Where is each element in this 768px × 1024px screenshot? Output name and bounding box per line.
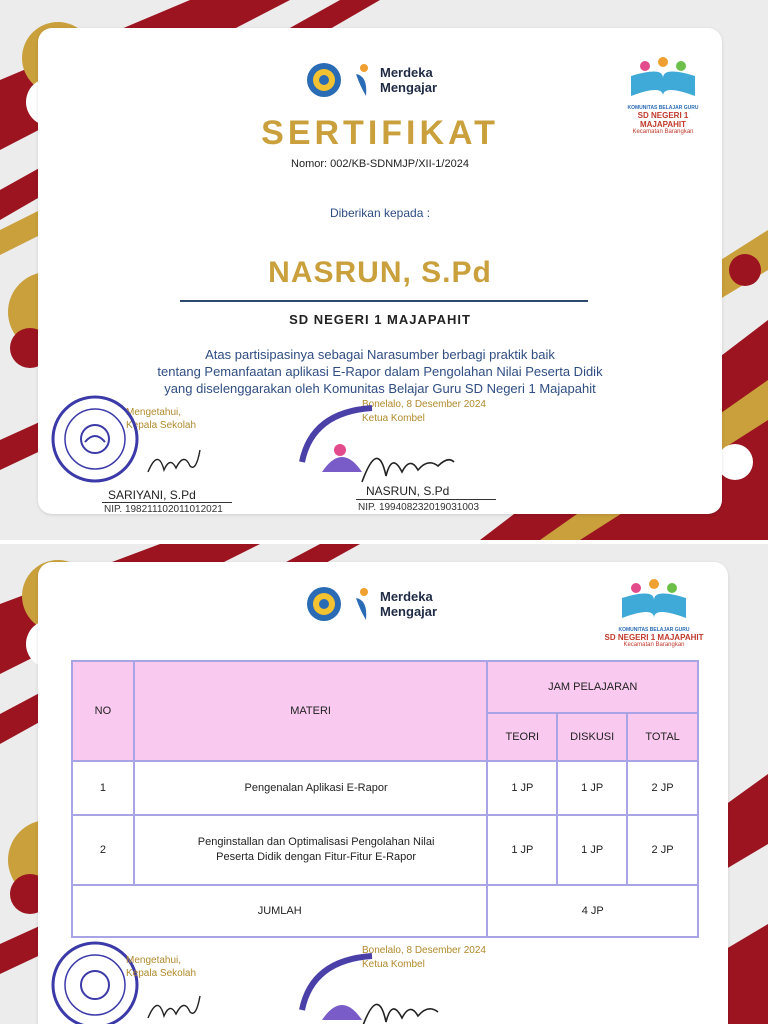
merdeka-mengajar-icon [352, 586, 374, 622]
right-role-2: Ketua Kombel [362, 959, 425, 970]
row-no: 2 [72, 815, 134, 885]
community-book-icon [614, 578, 694, 622]
row-total: 2 JP [627, 761, 698, 815]
community-line2: SD NEGERI 1 MAJAPAHIT [604, 633, 704, 642]
description-line-2: tentang Pemanfaatan aplikasi E-Rapor dalam Pengolahan Nilai Peserta Didik [157, 364, 603, 379]
school-stamp-icon-2 [50, 940, 140, 1024]
left-acknowledged: Mengetahui, [126, 407, 182, 418]
left-signer-name: SARIYANI, S.Pd [108, 488, 196, 502]
brand-line1: Merdeka [380, 589, 433, 604]
recipient-name: NASRUN, S.Pd [268, 256, 492, 289]
row-teori: 1 JP [487, 815, 557, 885]
left-acknowledged-2: Mengetahui, [126, 955, 182, 966]
header-diskusi: DISKUSI [557, 713, 627, 761]
row-materi [134, 815, 488, 885]
certificate-number: Nomor: 002/KB-SDNMJP/XII-1/2024 [291, 158, 469, 170]
community-book-icon [623, 56, 703, 100]
brand-line2: Mengajar [380, 604, 438, 619]
right-signature-icon-2 [358, 978, 458, 1024]
left-sign-line [102, 502, 232, 503]
merdeka-mengajar-logo [306, 62, 437, 98]
community-line1: KOMUNITAS BELAJAR GURU [627, 105, 699, 111]
left-signer-nip: NIP. 198211102011012021 [104, 504, 223, 515]
footer-value: 4 JP [487, 885, 698, 937]
tut-wuri-handayani-icon [306, 62, 346, 98]
material-page [0, 544, 768, 1024]
row-no: 1 [72, 761, 134, 815]
row-materi-line1: Penginstallan dan Optimalisasi Pengolahan Nilai [197, 836, 435, 848]
table-footer-row [72, 885, 698, 937]
certificate-card [38, 28, 722, 514]
row-materi-line2: Peserta Didik dengan Fitur-Fitur E-Rapor [216, 851, 417, 863]
row-diskusi: 1 JP [557, 815, 627, 885]
community-logo-2 [604, 578, 704, 648]
row-total: 2 JP [627, 815, 698, 885]
table-row [72, 815, 698, 885]
left-signature-heading-2 [126, 954, 196, 980]
left-signature-icon-2 [144, 988, 204, 1024]
brand-name [380, 65, 437, 95]
brand-name-2 [380, 589, 437, 619]
material-table [71, 660, 699, 938]
left-signature-icon [144, 442, 204, 482]
header-total: TOTAL [627, 713, 698, 761]
brand-line1: Merdeka [380, 65, 433, 80]
description-line-3: yang diselenggarakan oleh Komunitas Belajar Guru SD Negeri 1 Majapahit [164, 381, 596, 396]
merdeka-mengajar-logo-2 [306, 586, 437, 622]
table-row [72, 761, 698, 815]
name-underline [180, 300, 588, 302]
given-to-label: Diberikan kepada : [329, 206, 431, 220]
recipient-school: SD NEGERI 1 MAJAPAHIT [289, 312, 471, 327]
row-materi [134, 761, 488, 815]
right-role: Ketua Kombel [362, 413, 425, 424]
community-line1: KOMUNITAS BELAJAR GURU [618, 627, 690, 633]
row-materi-line1: Pengenalan Aplikasi E-Rapor [244, 782, 388, 794]
left-role: Kepala Sekolah [126, 420, 197, 431]
header-jam-pelajaran: JAM PELAJARAN [487, 661, 698, 713]
header-materi: MATERI [134, 661, 488, 761]
community-line2: SD NEGERI 1 MAJAPAHIT [637, 111, 689, 129]
certificate-description [38, 346, 722, 397]
left-role-2: Kepala Sekolah [126, 968, 197, 979]
right-signer-name: NASRUN, S.Pd [366, 484, 450, 498]
header-no: NO [72, 661, 134, 761]
school-stamp-icon [50, 394, 140, 484]
right-place-date-2: Bonelalo, 8 Desember 2024 [362, 945, 486, 956]
row-teori: 1 JP [487, 761, 557, 815]
footer-label: JUMLAH [72, 885, 487, 937]
description-line-1: Atas partisipasinya sebagai Narasumber berbagi praktik baik [205, 347, 555, 362]
community-line3: Kecamatan Barangkan [623, 642, 685, 648]
right-signer-nip: NIP. 199408232019031003 [358, 502, 480, 513]
row-diskusi: 1 JP [557, 761, 627, 815]
merdeka-mengajar-icon [352, 62, 374, 98]
community-line3: Kecamatan Barangkan [632, 129, 694, 135]
right-signature-icon [358, 432, 458, 492]
certificate-title: SERTIFIKAT [261, 114, 499, 152]
header-teori: TEORI [487, 713, 557, 761]
right-sign-line [356, 499, 496, 500]
brand-line2: Mengajar [380, 80, 438, 95]
tut-wuri-handayani-icon [306, 586, 346, 622]
right-place-date: Bonelalo, 8 Desember 2024 [362, 399, 486, 410]
